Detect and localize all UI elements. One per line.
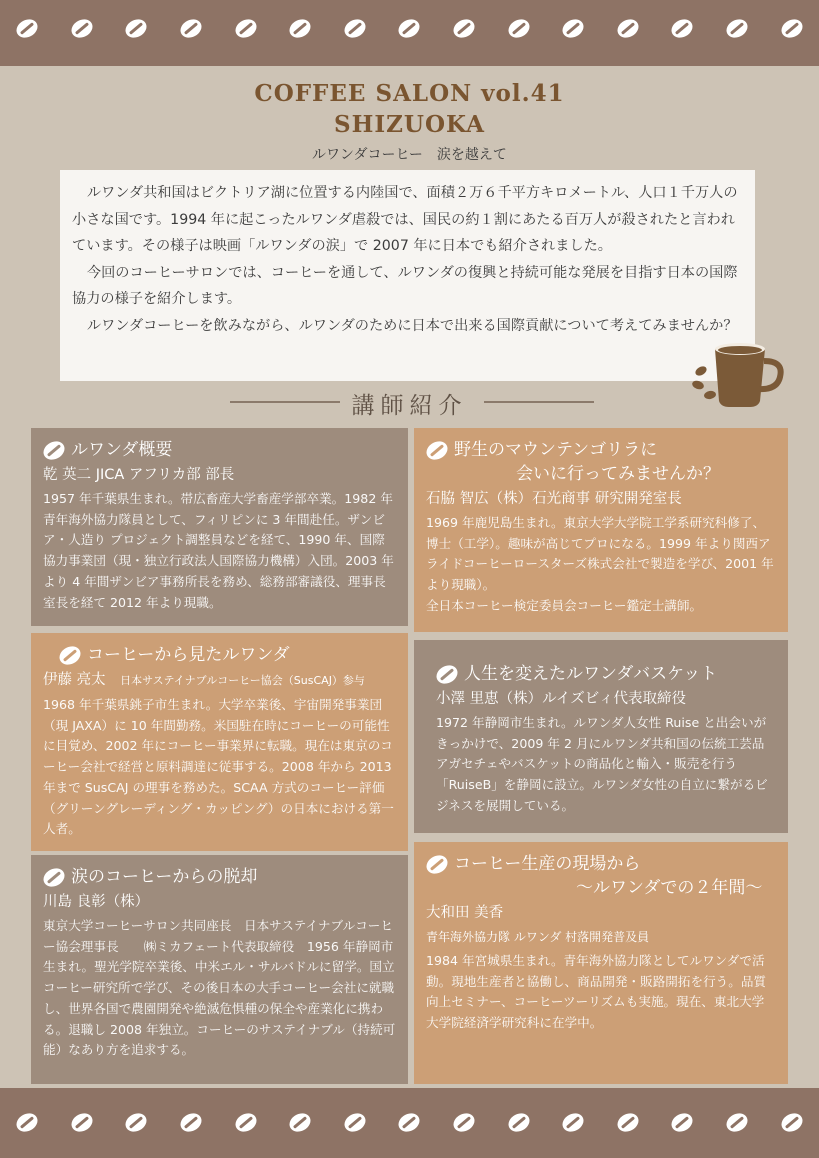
speaker-topic: [436, 662, 776, 686]
speaker-topic-line2: 会いに行ってみませんか？: [516, 464, 720, 484]
coffee-bean-icon: [14, 1110, 41, 1135]
speaker-card: [31, 855, 408, 1084]
section-heading-label: 講師紹介: [351, 393, 468, 419]
speaker-name-text: 伊藤 亮太: [43, 672, 106, 688]
speaker-card: [414, 428, 788, 632]
speaker-topic-text: コーヒー生産の現場から: [454, 854, 641, 874]
coffee-bean-icon: [123, 16, 150, 41]
speaker-topic: [426, 852, 776, 876]
coffee-bean-icon: [614, 16, 641, 41]
speaker-topic-line2: ～ルワンダでの２年間～: [576, 878, 763, 898]
speaker-topic-text: 涙のコーヒーからの脱却: [71, 867, 258, 887]
intro-paragraph: ルワンダコーヒーを飲みながら、ルワンダのために日本で出来る国際貢献について考えてみませんか？: [86, 317, 738, 334]
speaker-bio: 1957 年千葉県生まれ。帯広畜産大学畜産学部卒業。1982 年青年海外協力隊員として、フィリピンに 3 年間赴任。ザンビア・人造り プロジェクト調整員などを経て、1990 年、国際協力事業団（現・独立行政法人国際協力機構）入団。2003 年より 4 年間ザンビア事務所長を務め、総務部審議役、理事長室長を経て 2012 年より現職。: [43, 491, 394, 610]
coffee-bean-icon: [423, 437, 450, 462]
speaker-name: [43, 669, 396, 692]
coffee-bean-icon: [177, 16, 204, 41]
coffee-bean-icon: [341, 1110, 368, 1135]
coffee-bean-icon: [450, 1110, 477, 1135]
speaker-bio: 1972 年静岡市生まれ。ルワンダ人女性 Ruise と出会いがきっかけで、2009 年 2 月にルワンダ共和国の伝統工芸品アガセチェやバスケットの商品化と輸入・販売を行う「RuiseB」を静岡に設立。ルワンダ女性の自立に繋がるビジネスを展開している。: [436, 715, 768, 813]
coffee-bean-icon: [287, 16, 314, 41]
coffee-bean-icon: [177, 1110, 204, 1135]
speaker-bio: 1984 年宮城県生まれ。青年海外協力隊としてルワンダで活動。現地生産者と協働し、商品開発・販路開拓を行う。品質向上セミナー、コーヒーツーリズムも実施。現在、東北大学大学院経済学研究科に在学中。: [426, 953, 767, 1031]
coffee-bean-icon: [56, 642, 83, 667]
speaker-bio: [426, 513, 776, 617]
speaker-topic-text: 人生を変えたルワンダバスケット: [464, 664, 718, 684]
coffee-bean-icon: [450, 16, 477, 41]
event-location: SHIZUOKA: [334, 111, 485, 138]
speaker-topic: [426, 438, 776, 462]
speaker-bio: 東京大学コーヒーサロン共同座長 日本サステイナブルコーヒー協会理事長 ㈱ミカフェート代表取締役 1956 年静岡市生まれ。聖光学院卒業後、中米エル・サルバドルに留学。国立コーヒー研究所で学び、その後日本の大手コーヒー会社に就職し、世界各国で農園開発や絶滅危惧種の保全や産業化に携わる。退職し 2008 年独立。コーヒーのサステイナブル（持続可能）なあり方を追求する。: [43, 918, 396, 1058]
speaker-topic: [43, 643, 396, 667]
bottom-decorative-band: [0, 1088, 819, 1158]
speaker-name: 大和田 美香: [426, 905, 504, 921]
top-decorative-band: [0, 0, 819, 66]
coffee-bean-icon: [68, 16, 95, 41]
coffee-bean-icon: [341, 16, 368, 41]
coffee-bean-icon: [287, 1110, 314, 1135]
bean-row-top: [0, 20, 819, 37]
bean-row-bottom: [0, 1114, 819, 1131]
speaker-affiliation: 青年海外協力隊 ルワンダ 村落開発普及員: [426, 930, 650, 944]
speaker-topic: [43, 438, 396, 462]
speaker-name: 川島 良彰（株）: [43, 894, 150, 910]
speaker-name: 石脇 智広（株）石光商事 研究開発室長: [426, 491, 682, 507]
speaker-topic-text: コーヒーから見たルワンダ: [87, 645, 290, 665]
coffee-bean-icon: [40, 437, 67, 462]
heading-rule: [484, 401, 594, 403]
coffee-bean-icon: [505, 16, 532, 41]
coffee-bean-icon: [560, 1110, 587, 1135]
coffee-bean-icon: [14, 16, 41, 41]
coffee-bean-icon: [723, 1110, 750, 1135]
coffee-bean-icon: [123, 1110, 150, 1135]
coffee-bean-icon: [396, 16, 423, 41]
coffee-bean-icon: [232, 1110, 259, 1135]
speaker-topic-text: 野生のマウンテンゴリラに: [454, 440, 658, 460]
event-subtitle: ルワンダコーヒー 涙を越えて: [312, 147, 507, 163]
speaker-card: [31, 633, 408, 851]
coffee-bean-icon: [614, 1110, 641, 1135]
coffee-bean-icon: [68, 1110, 95, 1135]
event-title: COFFEE SALON vol.41: [254, 80, 565, 107]
speaker-topic: [43, 865, 396, 889]
intro-paragraph: 今回のコーヒーサロンでは、コーヒーを通して、ルワンダの復興と持続可能な発展を目指す日本の国際協力の様子を紹介します。: [72, 264, 738, 307]
coffee-bean-icon: [669, 16, 696, 41]
coffee-bean-icon: [433, 661, 460, 686]
coffee-bean-icon: [560, 16, 587, 41]
coffee-bean-icon: [778, 16, 805, 41]
intro-panel: [60, 170, 755, 381]
section-heading: [0, 387, 819, 420]
speaker-bio: 1968 年千葉県銚子市生まれ。大学卒業後、宇宙開発事業団（現 JAXA）に 10 年間勤務。米国駐在時にコーヒーの可能性に目覚め、2002 年にコーヒー事業界に転職。現在は東京のコーヒー会社で経営と原料調達に従事する。2008 年から 2013 年まで SusCAJ の理事を務めた。SCAA 方式のコーヒー評価（グリーングレーディング・カッピング）の日本における第一人者。: [43, 697, 394, 837]
heading-rule: [230, 401, 340, 403]
coffee-bean-icon: [723, 16, 750, 41]
speaker-affiliation: 日本サステイナブルコーヒー協会（SusCAJ）参与: [120, 674, 365, 687]
coffee-bean-icon: [396, 1110, 423, 1135]
intro-paragraph: ルワンダ共和国はビクトリア湖に位置する内陸国で、面積２万６千平方キロメートル、人口１千万人の小さな国です。1994 年に起こったルワンダ虐殺では、国民の約１割にあたる百万人が殺されたと言われています。その様子は映画「ルワンダの涙」で 2007 年に日本でも紹介されました。: [72, 185, 738, 254]
speaker-name: 小澤 里恵（株）ルイズビィ代表取締役: [436, 691, 686, 707]
speaker-topic-text: ルワンダ概要: [71, 440, 173, 460]
coffee-bean-icon: [423, 851, 450, 876]
coffee-bean-icon: [669, 1110, 696, 1135]
speaker-bio-text: 1969 年鹿児島生まれ。東京大学大学院工学系研究科修了、博士（工学）。趣味が高じてプロになる。1999 年より関西アライドコーヒーロースターズ株式会社で製造を学び、2001 年より現職）。: [426, 515, 774, 593]
coffee-bean-icon: [40, 864, 67, 889]
speaker-name: 乾 英二 JICA アフリカ部 部長: [43, 467, 235, 483]
speaker-card: [414, 842, 788, 1084]
speaker-card: [31, 428, 408, 626]
speaker-card: [414, 640, 788, 833]
coffee-bean-icon: [778, 1110, 805, 1135]
coffee-bean-icon: [232, 16, 259, 41]
speaker-bio-text: 全日本コーヒー検定委員会コーヒー鑑定士講師。: [426, 597, 703, 613]
coffee-bean-icon: [505, 1110, 532, 1135]
